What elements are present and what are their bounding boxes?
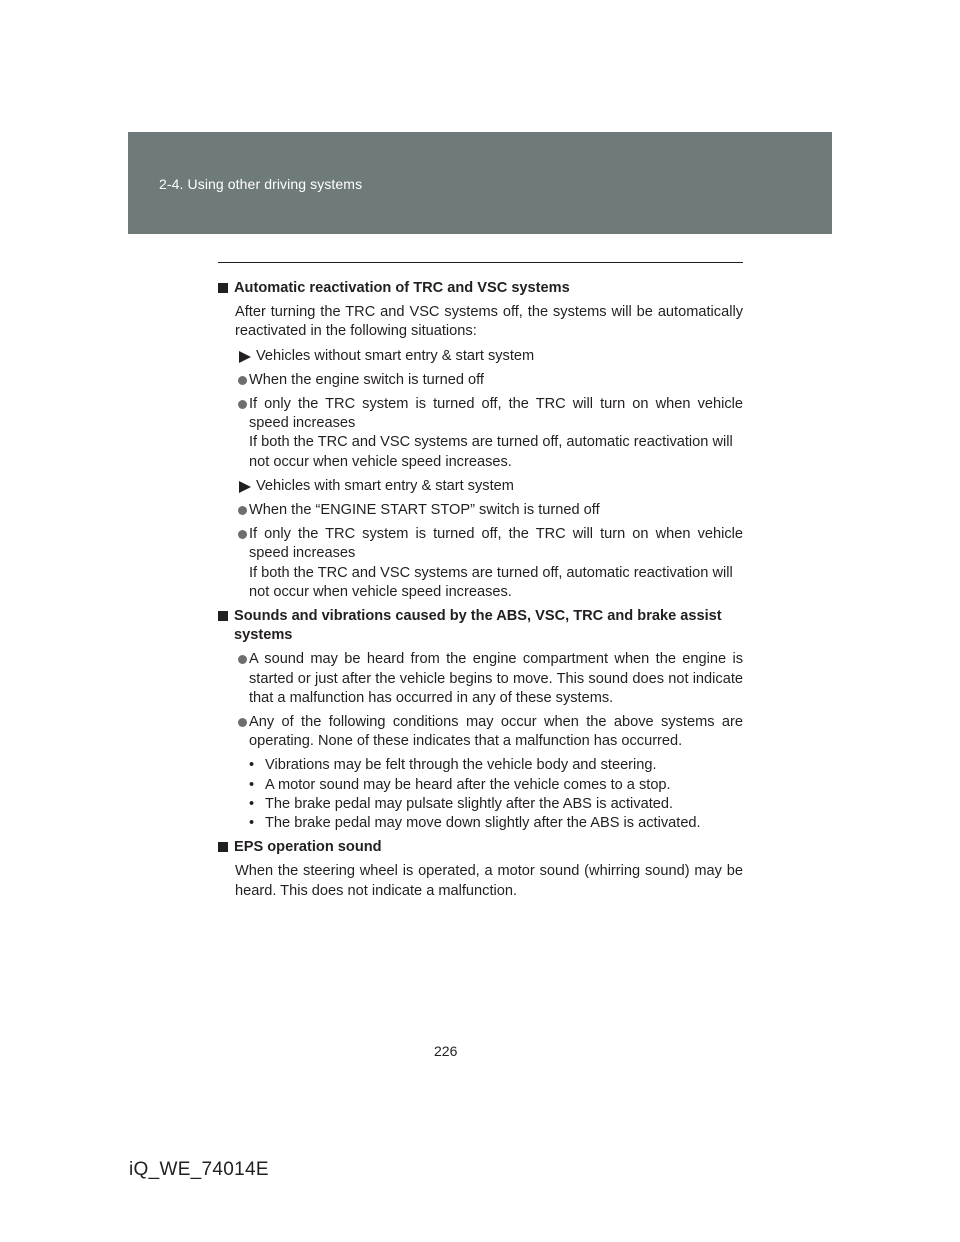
document-code: iQ_WE_74014E xyxy=(129,1159,269,1180)
list-item: When the “ENGINE START STOP” switch is turned off xyxy=(235,501,743,520)
bullet-dot-icon xyxy=(238,506,247,515)
subheading-without-smart-entry: Vehicles without smart entry & start system xyxy=(235,347,743,366)
page-content xyxy=(218,279,743,906)
bullet-dot-icon xyxy=(238,400,247,409)
section-header-bar xyxy=(128,132,832,234)
list-item: • A motor sound may be heard after the vehicle comes to a stop. xyxy=(249,776,671,793)
square-bullet-icon xyxy=(218,611,228,621)
condition-list xyxy=(249,756,743,833)
subheading-with-smart-entry: Vehicles with smart entry & start system xyxy=(235,477,743,496)
list-item: • The brake pedal may move down slightly after the ABS is activated. xyxy=(249,815,701,832)
list-item: • Vibrations may be felt through the vehicle body and steering. xyxy=(249,757,657,774)
square-bullet-icon xyxy=(218,283,228,293)
top-rule xyxy=(218,262,743,263)
list-item: • The brake pedal may pulsate slightly after the ABS is activated. xyxy=(249,795,674,812)
section-title: 2-4. Using other driving systems xyxy=(159,176,363,192)
list-item: If only the TRC system is turned off, the TRC will turn on when vehicle speed increases If both the TRC and VSC systems are turned off, automatic reactivation will not occur when vehicle speed increases. xyxy=(235,525,743,602)
heading-eps-sound: EPS operation sound xyxy=(218,838,743,857)
list-item: A sound may be heard from the engine compartment when the engine is started or just after the vehicle begins to move. This sound does not indicate that a malfunction has occurred in any of these systems. xyxy=(235,650,743,708)
paragraph: After turning the TRC and VSC systems off, the systems will be automatically reactivated in the following situations: xyxy=(235,304,743,340)
page-number: 226 xyxy=(434,1043,458,1059)
heading-automatic-reactivation: Automatic reactivation of TRC and VSC systems xyxy=(218,279,743,298)
bullet-dot-icon xyxy=(238,655,247,664)
square-bullet-icon xyxy=(218,842,228,852)
paragraph: When the steering wheel is operated, a motor sound (whirring sound) may be heard. This does not indicate a malfunction. xyxy=(235,863,743,899)
bullet-dot-icon xyxy=(238,530,247,539)
triangle-arrow-icon xyxy=(239,481,251,493)
bullet-dot-icon xyxy=(238,718,247,727)
bullet-dot-icon xyxy=(238,376,247,385)
list-item: If only the TRC system is turned off, the TRC will turn on when vehicle speed increases If both the TRC and VSC systems are turned off, automatic reactivation will not occur when vehicle speed increases. xyxy=(235,395,743,472)
heading-sounds-vibrations: Sounds and vibrations caused by the ABS, VSC, TRC and brake assist systems xyxy=(218,607,743,645)
list-item: Any of the following conditions may occur when the above systems are operating. None of these indicates that a malfunction has occurred. xyxy=(235,713,743,751)
triangle-arrow-icon xyxy=(239,351,251,363)
list-item: When the engine switch is turned off xyxy=(235,371,743,390)
